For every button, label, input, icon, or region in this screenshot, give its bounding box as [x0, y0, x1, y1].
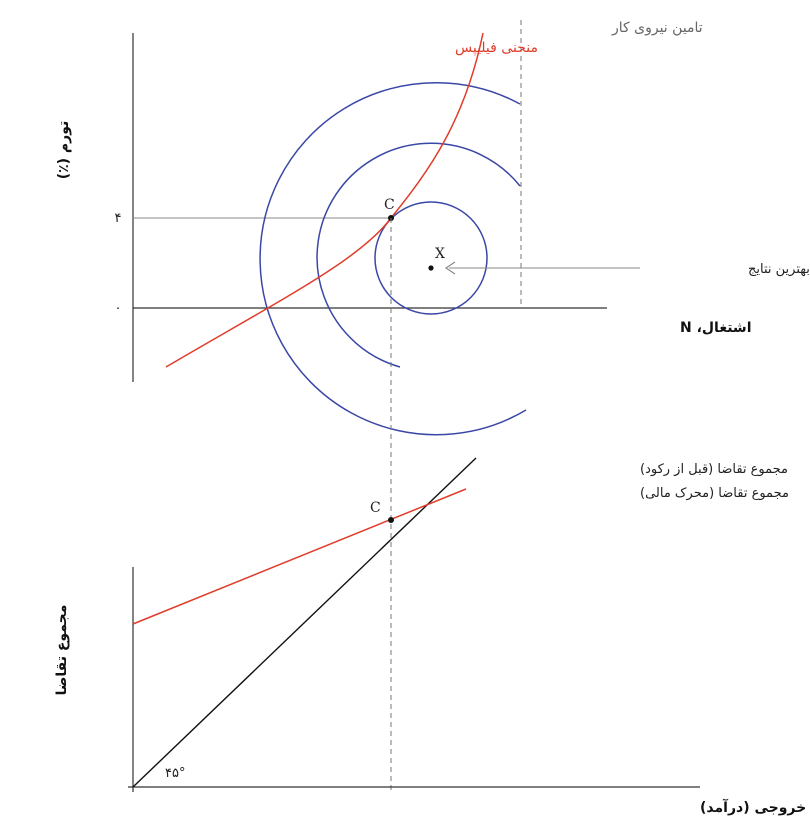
ad-before-label: مجموع تقاضا (قبل از رکود) [640, 462, 789, 477]
point-c-top-label: C [384, 197, 395, 213]
angle-label: ۴۵° [165, 766, 186, 781]
best-outcome-label: بهترین نتایج [748, 262, 810, 277]
bottom-panel [54, 458, 806, 816]
y-tick-4: ۴ [114, 211, 122, 226]
ad-fiscal-label: مجموع تقاضا (محرک مالی) [640, 486, 789, 501]
phillips-curve-label: منحنی فیلیپس [455, 40, 538, 56]
output-axis-label: خروجی (درآمد) [700, 800, 807, 816]
indifference-curve-outer [260, 83, 526, 435]
point-x-label: X [435, 246, 445, 262]
employment-axis-label: اشتغال، N [680, 320, 752, 336]
point-c-bottom [388, 517, 394, 523]
forty-five-degree-line [133, 458, 476, 787]
top-panel [56, 20, 810, 435]
point-x [428, 265, 433, 270]
inflation-axis-label: تورم (٪) [56, 120, 72, 180]
y-tick-0: ۰ [114, 301, 122, 316]
point-c-bottom-label: C [370, 500, 381, 516]
aggregate-demand-axis-label: مجموع تقاضا [54, 604, 70, 696]
indifference-curve-middle [317, 143, 520, 367]
aggregate-demand-fiscal-line [133, 489, 466, 624]
labor-supply-label: تامین نیروی کار [612, 20, 703, 36]
